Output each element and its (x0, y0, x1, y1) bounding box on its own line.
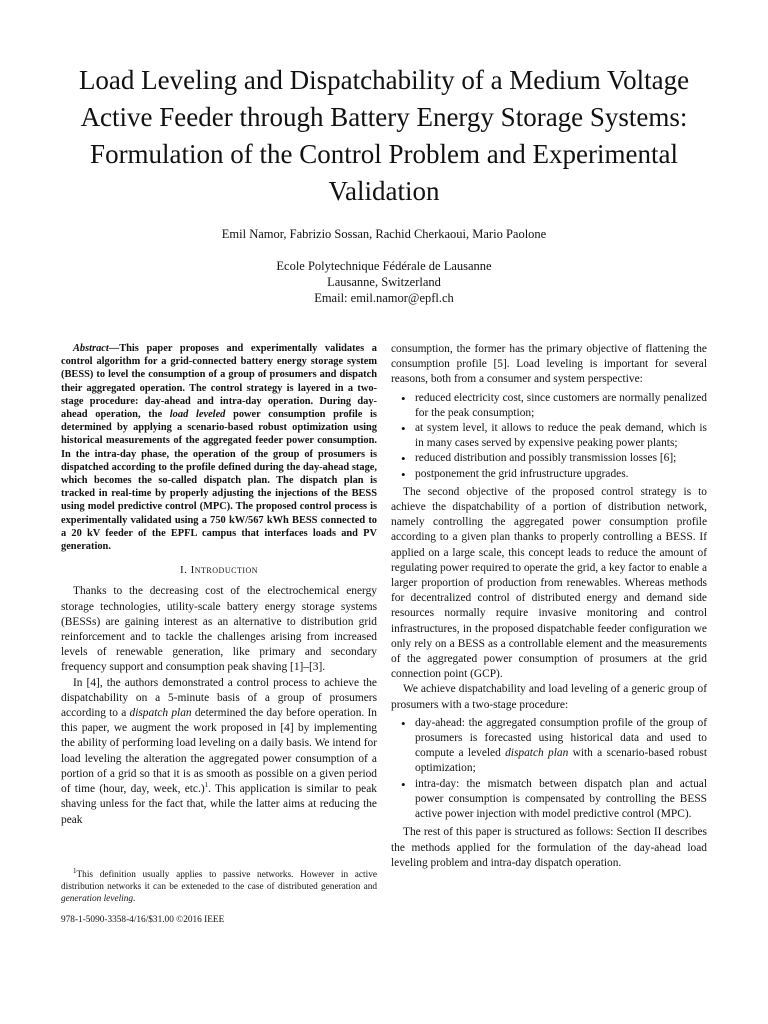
list-item: • intra-day: the mismatch between dispatch plan and actual power consumption is compensated by controlling the BESS active power injection with model predictive control (MPC). (415, 777, 707, 823)
benefits-list (391, 391, 707, 482)
list-item: • reduced electricity cost, since customers are normally penalized for the peak consumption; (415, 391, 707, 421)
section-name: Introduction (190, 564, 259, 577)
affiliation-block (0, 258, 768, 306)
procedure-list (391, 716, 707, 822)
list-item: • reduced distribution and possibly transmission losses [6]; (415, 451, 707, 466)
right-column (391, 342, 707, 871)
footnote-text-b: . (133, 894, 136, 904)
list-item: • at system level, it allows to reduce the peak demand, which is in many cases served by expensive peaking power plants; (415, 421, 707, 451)
intro-p2-text-a: In [4], the authors demonstrated a control process to achieve the dispatchability on a 5-minute basis of a group of prosumers according to a (61, 676, 377, 720)
intro-paragraph-2 (61, 676, 377, 828)
footnote-text-a: This definition usually applies to passive networks. However in active distribution networks it can be exteneded to the case of distributed generation and (61, 870, 377, 892)
footnote-ref: 1 (204, 781, 209, 790)
affiliation-email: Email: emil.namor@epfl.ch (314, 291, 454, 305)
left-column (61, 342, 377, 828)
right-paragraph-2: The second objective of the proposed control strategy is to achieve the dispatchability of a portion of distribution network, namely controlling the aggregated power consumption profile according to a given plan thanks to properly controlling a BESS. If applied on a large scale, this concept leads to reduce the amount of regulating power required to operate the grid, a key factor to enable a larger proportion of production from renewables. Whereas methods for decentralized control of distributed energy and demand side resources normally require invasive monitoring and control infrastructures, in the proposed dispatchable feeder configuration we only rely on a BESS as a controllable element and the measurements of the aggregated power consumption of prosumers at the grid connection point (GCP). (391, 485, 707, 681)
day-ahead-emphasis: dispatch plan (505, 747, 569, 760)
right-paragraph-3: We achieve dispatchability and load leveling of a generic group of prosumers with a two-stage procedure: (391, 683, 707, 711)
section-heading-introduction (61, 563, 377, 578)
affiliation-institution: Ecole Polytechnique Fédérale de Lausanne (276, 259, 492, 273)
abstract-lead: Abstract (73, 343, 109, 354)
footnote-text (61, 866, 377, 905)
section-numeral: I. (179, 564, 188, 577)
paper-title: Load Leveling and Dispatchability of a Medium Voltage Active Feeder through Battery Energy Storage Systems: Formulation of the Control Problem and Experimental Validation (78, 65, 690, 206)
copyright-line: 978-1-5090-3358-4/16/$31.00 ©2016 IEEE (61, 915, 225, 925)
right-paragraph-1: consumption, the former has the primary objective of flattening the consumption profile [5]. Load leveling is important for several reasons, both from a consumer and system perspective: (391, 343, 707, 386)
intro-p2-text-c: . This application is similar to peak shaving unless for the fact that, while the latter aims at reducing the peak (61, 783, 377, 826)
abstract (61, 342, 377, 553)
abstract-emphasis: load leveled (169, 409, 226, 421)
day-ahead-text-b: with a scenario-based robust optimization; (415, 747, 707, 775)
footnote (61, 866, 377, 905)
footnote-emphasis: generation leveling (61, 894, 134, 904)
footnote-mark: 1 (73, 866, 77, 875)
list-item (415, 716, 707, 777)
list-item: • postponement the grid infrustructure upgrades. (415, 467, 707, 482)
author-list: Emil Namor, Fabrizio Sossan, Rachid Cherkaoui, Mario Paolone (221, 227, 547, 241)
abstract-text-2: power consumption profile is determined by applying a scenario-based robust optimization using historical measurements of the aggregated feeder power consumption. In the intra-day phase, the operation of the group of prosumers is dispatched according to the profile defined during the day-ahead stage, which becomes the so-called dispatch plan. The dispatch plan is tracked in real-time by properly adjusting the injections of the BESS using model predictive control (MPC). The proposed control process is experimentally validated using a 750 kW/567 kWh BESS connected to a 20 kV feeder of the EPFL campus that interfaces loads and PV generation. (61, 409, 377, 553)
right-paragraph-4: The rest of this paper is structured as follows: Section II describes the methods applied for the formulation of the day-ahead load leveling problem and intra-day dispatch operation. (391, 826, 707, 869)
intro-p2-text-b: determined the day before operation. In this paper, we augment the work proposed in [4] by implementing the ability of performing load leveling on a daily basis. We intend for load leveling the alteration the aggregated power consumption of a portion of a grid so that it is as smooth as possible on a given period of time (hour, day, week, etc.) (61, 707, 377, 796)
abstract-text-1: —This paper proposes and experimentally validates a control algorithm for a grid-connected battery energy storage system (BESS) to level the consumption of a group of prosumers and dispatch their aggregated operation. The control strategy is layered in a two-stage procedure: day-ahead and intra-day operation. During day-ahead operation, the (61, 343, 377, 421)
affiliation-location: Lausanne, Switzerland (327, 275, 441, 289)
day-ahead-text-a: day-ahead: the aggregated consumption profile of the group of prosumers is forecasted using historical data and used to compute a leveled (415, 716, 707, 760)
intro-p2-emphasis: dispatch plan (129, 707, 192, 720)
intro-paragraph-1: Thanks to the decreasing cost of the electrochemical energy storage technologies, utility-scale battery energy storage systems (BESSs) are gaining interest as an alternative to distribution grid reinforcement and to tackle the challenges arising from increased levels of renewable generation, like primary and secondary frequency support and consumption peak shaving [1]–[3]. (61, 585, 377, 674)
